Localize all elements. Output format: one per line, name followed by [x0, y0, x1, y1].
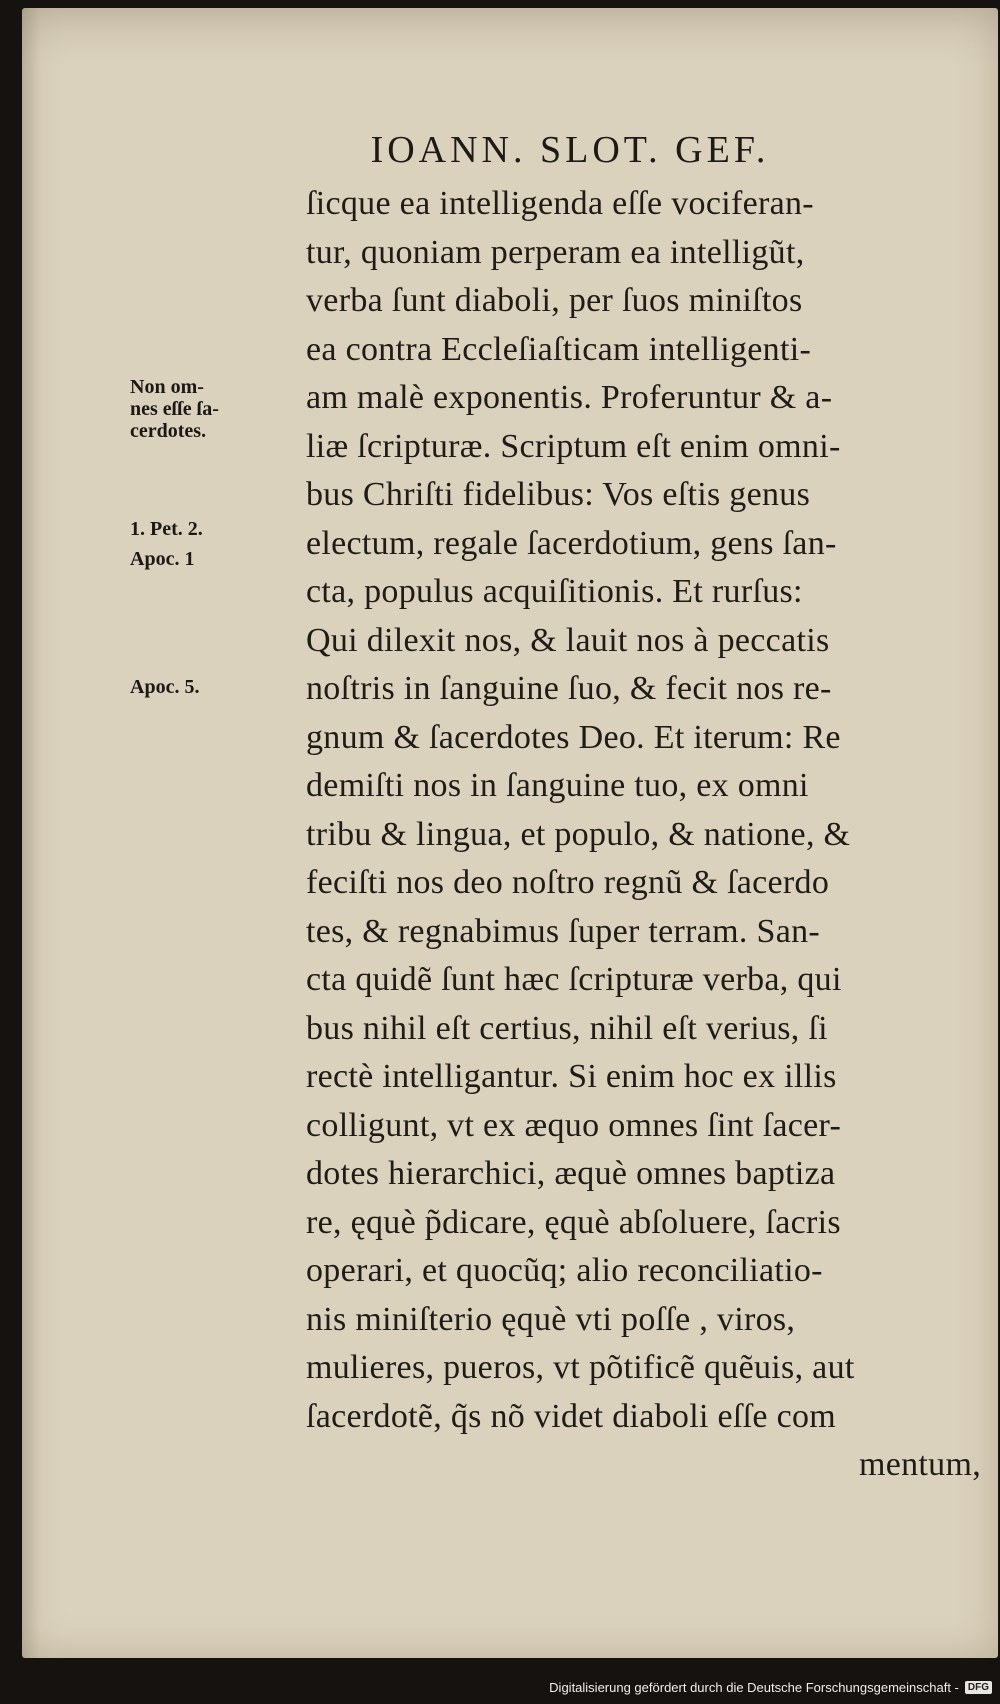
text-line: ſacerdotẽ, q̃s nõ videt diaboli eſſe com	[306, 1397, 837, 1435]
text-line: ſicque ea intelligenda eſſe vociferan-	[306, 185, 814, 222]
text-line: mulieres, pueros, vt põtificẽ quẽuis, aut	[306, 1349, 855, 1386]
margin-note-sacerdotes	[130, 376, 219, 442]
margin-note-line: cerdotes.	[130, 420, 207, 442]
text-line: re, ęquè p̃dicare, ęquè abſoluere, ſacris	[306, 1203, 841, 1241]
text-line: nis miniſterio ęquè vti poſſe , viros,	[306, 1300, 796, 1338]
text-line: bus Chriſti fidelibus: Vos eſtis genus	[306, 476, 811, 513]
text-line: rectè intelligantur. Si enim hoc ex illis	[306, 1058, 837, 1095]
text-line: operari, et quocũq; alio reconciliatio-	[306, 1252, 823, 1289]
dfg-logo-icon: DFG	[965, 1681, 992, 1694]
margin-note-1pet: 1. Pet. 2.	[130, 518, 203, 540]
text-line: cta, populus acquiſitionis. Et rurſus:	[306, 573, 803, 610]
text-line: dotes hierarchici, æquè omnes baptiza	[306, 1155, 836, 1192]
margin-note-apoc1: Apoc. 1	[130, 548, 195, 570]
margin-note-line: nes eſſe ſa-	[130, 398, 219, 420]
margin-note-line: Non om-	[130, 376, 204, 398]
text-line: demiſti nos in ſanguine tuo, ex omni	[306, 767, 809, 804]
text-line: electum, regale ſacerdotium, gens ſan-	[306, 524, 837, 562]
text-line: tribu & lingua, et populo, & natione, &	[306, 815, 851, 853]
text-line: cta quidẽ ſunt hæc ſcripturæ verba, qui	[306, 961, 842, 998]
text-line: tur, quoniam perperam ea intelligũt,	[306, 233, 805, 271]
text-line: gnum & ſacerdotes Deo. Et iterum: Re	[306, 718, 841, 756]
catchword: mentum,	[858, 1446, 981, 1483]
body-text	[306, 180, 981, 1490]
credit-text: Digitalisierung gefördert durch die Deutsche Forschungsgemeinschaft -	[549, 1679, 959, 1695]
text-line: verba ſunt diaboli, per ſuos miniſtos	[306, 282, 803, 319]
text-line: am malè exponentis. Proferuntur & a-	[306, 379, 833, 416]
book-page	[22, 8, 998, 1658]
text-line: liæ ſcripturæ. Scriptum eſt enim omni-	[306, 427, 841, 465]
text-line: ea contra Eccleſiaſticam intelligenti-	[306, 330, 812, 368]
digitization-credit	[549, 1674, 992, 1700]
text-line: colligunt, vt ex æquo omnes ſint ſacer-	[306, 1106, 842, 1144]
text-line: bus nihil eſt certius, nihil eſt verius, ſi	[306, 1009, 828, 1047]
running-head: IOANN. SLOT. GEF.	[370, 129, 770, 171]
margin-note-apoc5: Apoc. 5.	[130, 676, 200, 698]
text-line: feciſti nos deo noſtro regnũ & ſacerdo	[306, 864, 830, 901]
text-line: noſtris in ſanguine ſuo, & fecit nos re-	[306, 670, 832, 707]
text-line: Qui dilexit nos, & lauit nos à peccatis	[306, 621, 830, 659]
text-line: tes, & regnabimus ſuper terram. San-	[306, 912, 821, 950]
